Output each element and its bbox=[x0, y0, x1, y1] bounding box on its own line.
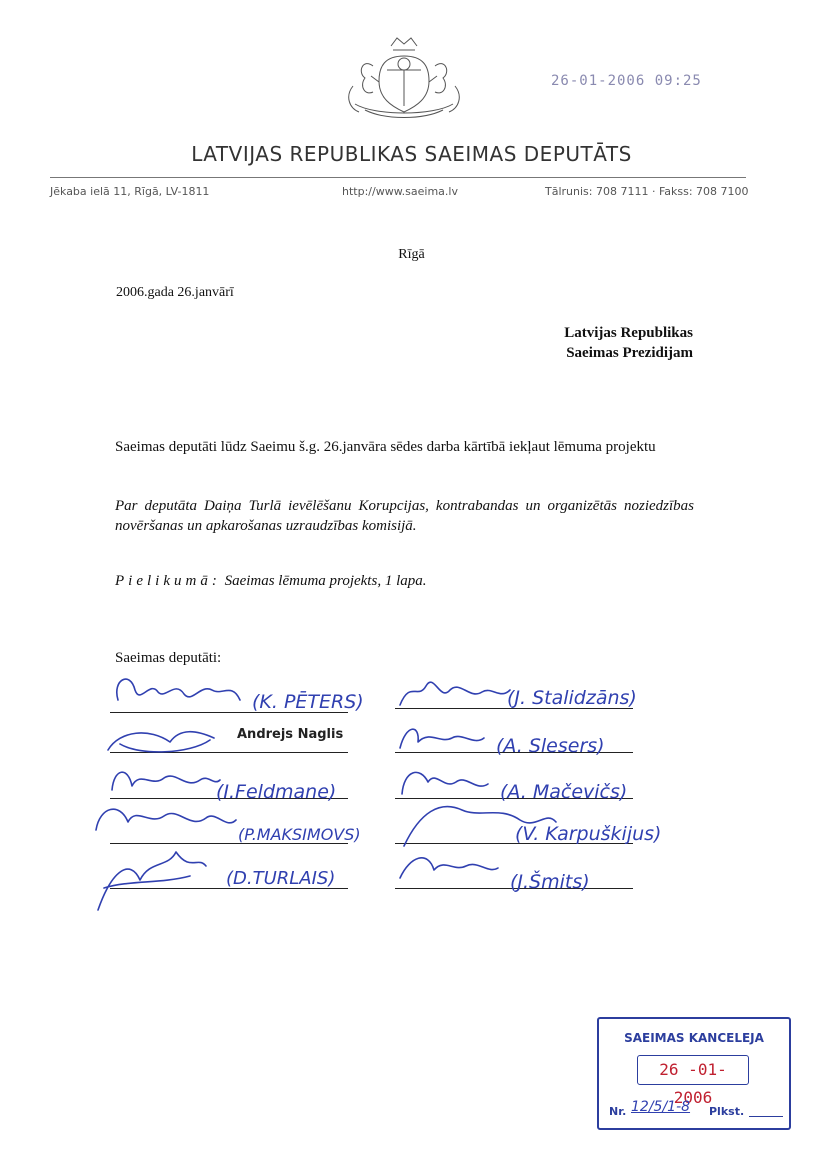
letterhead-phone-fax: Tālrunis: 708 7111 · Fakss: 708 7100 bbox=[545, 185, 749, 198]
signature-scribble bbox=[96, 809, 236, 830]
attachment-label: Pielikumā: bbox=[115, 573, 221, 589]
stamp-time-line bbox=[749, 1116, 783, 1117]
letterhead-website: http://www.saeima.lv bbox=[342, 185, 458, 198]
signature-scribble bbox=[400, 858, 498, 878]
coat-of-arms-icon bbox=[335, 26, 473, 126]
stamp-number-value: 12/5/1-8 bbox=[631, 1099, 691, 1115]
signature-scribble bbox=[402, 772, 488, 794]
attachment-note bbox=[115, 573, 426, 590]
letter-recipient bbox=[564, 323, 693, 363]
signature-line bbox=[395, 708, 633, 709]
printed-signatory-name: Andrejs Naglis bbox=[237, 727, 344, 742]
signatures-heading: Saeimas deputāti: bbox=[115, 650, 222, 666]
stamp-number-label: Nr. bbox=[609, 1105, 627, 1118]
recipient-line-1: Latvijas Republikas bbox=[564, 325, 693, 341]
signature-line bbox=[395, 798, 633, 799]
signature-scribble bbox=[112, 772, 220, 790]
letterhead-title: LATVIJAS REPUBLIKAS SAEIMAS DEPUTĀTS bbox=[191, 142, 632, 166]
handwritten-name-karpuskijus: (V. Karpuškijus) bbox=[515, 823, 662, 845]
signature-scribble bbox=[400, 729, 484, 748]
signature-line bbox=[395, 843, 633, 844]
signature-line bbox=[110, 888, 348, 889]
signature-line bbox=[110, 712, 348, 713]
signature-line bbox=[110, 798, 348, 799]
stamp-organization: SAEIMAS KANCELEJA bbox=[624, 1031, 764, 1045]
signature-line bbox=[110, 752, 348, 753]
handwritten-name-peters: (K. PĒTERS) bbox=[252, 691, 364, 713]
signature-scribble bbox=[404, 807, 556, 846]
attachment-text: Saeimas lēmuma projekts, 1 lapa. bbox=[224, 573, 427, 589]
handwritten-name-feldmane: (I.Feldmane) bbox=[216, 781, 337, 803]
letterhead-divider bbox=[50, 177, 746, 178]
letter-city: Rīgā bbox=[398, 247, 425, 262]
signature-line bbox=[110, 843, 348, 844]
signature-line bbox=[395, 888, 633, 889]
request-paragraph: Saeimas deputāti lūdz Saeimu š.g. 26.janvāra sēdes darba kārtībā iekļaut lēmuma projektu bbox=[115, 439, 656, 455]
signature-scribble bbox=[98, 852, 206, 910]
signature-line bbox=[395, 752, 633, 753]
handwritten-name-macevics: (A. Mačevičs) bbox=[500, 781, 628, 803]
handwritten-name-stalidzans: (J. Stalidzāns) bbox=[507, 687, 637, 709]
handwritten-name-turlais: (D.TURLAIS) bbox=[226, 868, 336, 889]
receipt-datestamp: 26-01-2006 09:25 bbox=[551, 73, 702, 89]
signature-scribble bbox=[117, 679, 240, 700]
handwritten-name-smits: (J.Šmits) bbox=[510, 871, 590, 893]
handwritten-name-slesers: (A. Slesers) bbox=[496, 735, 605, 757]
recipient-line-2: Saeimas Prezidijam bbox=[566, 345, 693, 361]
stamp-date: 26 -01- 2006 bbox=[637, 1055, 749, 1085]
stamp-time-label: Plkst. bbox=[709, 1105, 745, 1118]
draft-decision-title: Par deputāta Daiņa Turlā ievēlēšanu Korupcijas, kontrabandas un organizētās noziedzības novēršanas un apkarošanas uzraudzības komisijā. bbox=[115, 498, 694, 534]
handwritten-name-maksimovs: (P.MAKSIMOVS) bbox=[238, 825, 361, 844]
letter-date: 2006.gada 26.janvārī bbox=[116, 285, 234, 300]
letterhead-address: Jēkaba ielā 11, Rīgā, LV-1811 bbox=[50, 185, 210, 198]
chancellery-stamp bbox=[597, 1017, 791, 1130]
signature-scribble bbox=[108, 732, 214, 752]
signature-scribble bbox=[400, 682, 510, 705]
